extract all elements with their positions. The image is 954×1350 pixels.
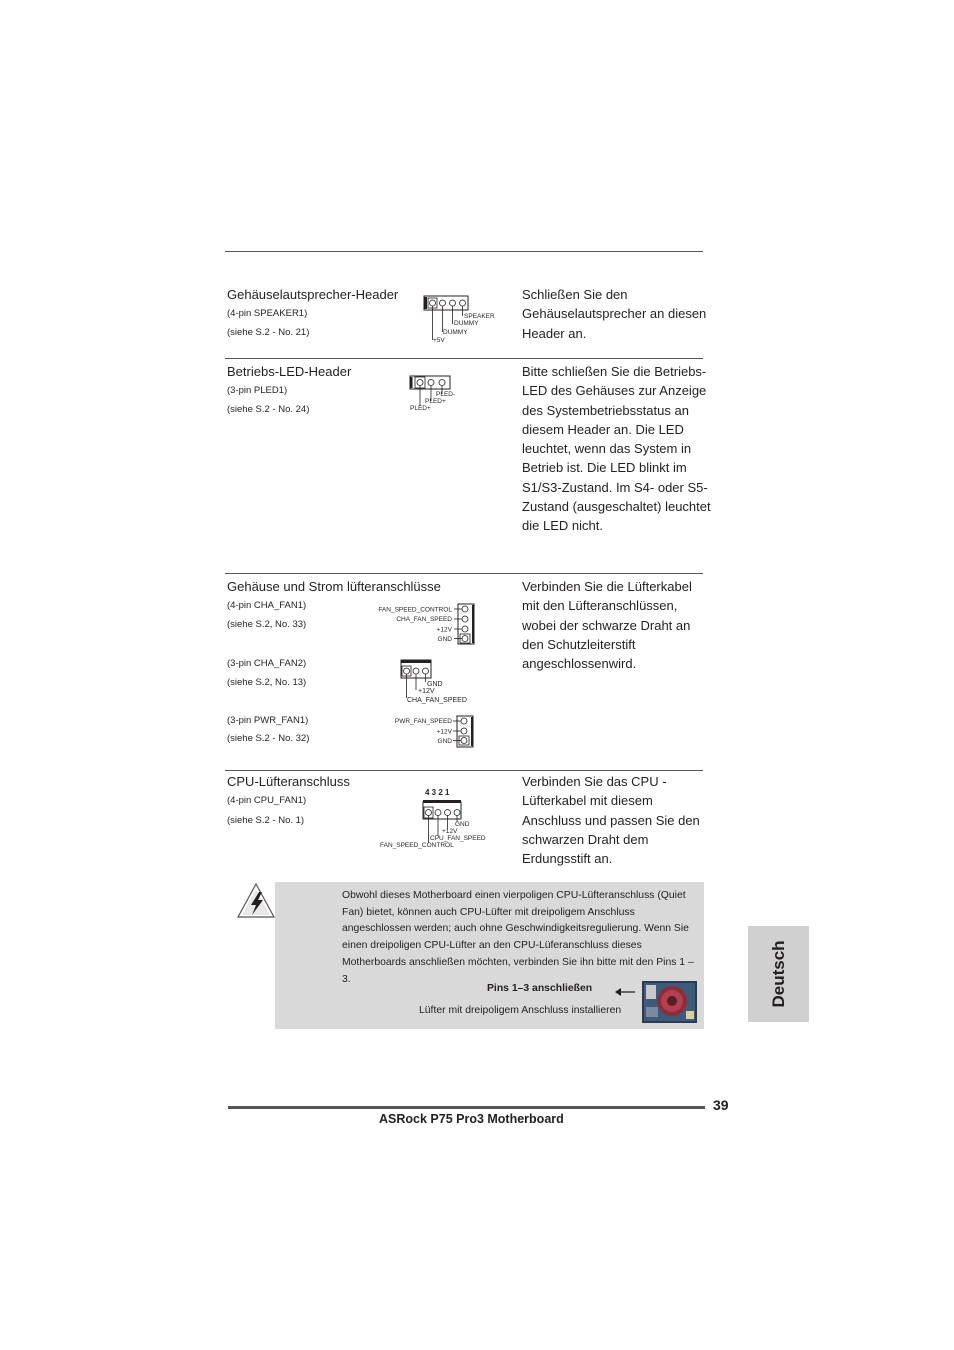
chassis-fan-description: Verbinden Sie die Lüfterkabel mit den Lüfteranschlüssen, wobei der schwarze Draht an den Schutzleiterstift angeschlossenwird. <box>522 579 692 672</box>
fan-install-label: Lüfter mit dreipoligem Anschluss installieren <box>419 1005 622 1016</box>
cpu-fan-pin-count: (4-pin CPU_FAN1) <box>227 795 307 806</box>
cpu-fan-diagram <box>378 786 498 854</box>
speaker-pin-count: (4-pin SPEAKER1) <box>227 308 308 319</box>
cha-fan2-pin-label: CHA_FAN_SPEED <box>407 697 467 704</box>
cha-fan2-diagram <box>398 658 478 708</box>
cha-fan2-pin-label: GND <box>427 681 443 688</box>
arrow-left-icon <box>614 986 636 998</box>
power-led-pin-label: PLED- <box>436 391 456 398</box>
speaker-description: Schließen Sie den Gehäuselautsprecher an diesen Header an. <box>522 287 707 341</box>
power-led-header-title: Betriebs-LED-Header <box>227 364 352 379</box>
cpu-fan-pin-label: CPU_FAN_SPEED <box>430 835 486 842</box>
cpu-fan-pin-numbers: 4 3 2 1 <box>425 788 450 797</box>
pwr-fan1-pin-count: (3-pin PWR_FAN1) <box>227 715 309 726</box>
note-text: Obwohl dieses Motherboard einen vierpoligen CPU-Lüfteranschluss (Quiet Fan) bietet, können auch CPU-Lüfter mit dreipoligem Anschluss angeschlossen werden; auch ohne Geschwindigkeitsregulierung. Wenn Sie einen dreipoligen CPU-Lüfter an den CPU-Lüferanschluss dieses Motherboards anschließen möchten, verbinden Sie ihn bitte mit den Pins 1 – 3. <box>342 890 694 985</box>
page-number: 39 <box>713 1097 729 1113</box>
warning-lightning-icon <box>236 882 276 920</box>
cha-fan1-diagram <box>360 602 480 646</box>
pins-connect-label: Pins 1–3 anschließen <box>487 983 593 994</box>
speaker-pin-label: SPEAKER <box>464 313 495 320</box>
cha-fan1-page-ref: (siehe S.2, No. 33) <box>227 619 307 630</box>
top-divider <box>225 251 703 252</box>
cpu-fan-title: CPU-Lüfteranschluss <box>227 774 350 789</box>
cha-fan1-pin-label: FAN_SPEED_CONTROL <box>378 606 452 614</box>
power-led-page-ref: (siehe S.2 - No. 24) <box>227 404 310 415</box>
cha-fan1-pin-label: +12V <box>436 626 452 634</box>
pwr-fan1-pin-label: GND <box>437 738 452 745</box>
cha-fan1-pin-label: GND <box>437 636 452 643</box>
speaker-header-title: Gehäuselautsprecher-Header <box>227 287 399 302</box>
power-led-pin-label: PLED+ <box>410 405 431 412</box>
section-divider <box>225 770 703 771</box>
cpu-fan-page-ref: (siehe S.2 - No. 1) <box>227 815 305 826</box>
power-led-pin-label: PLED+ <box>425 398 446 405</box>
cha-fan1-pin-count: (4-pin CHA_FAN1) <box>227 600 307 611</box>
pwr-fan1-pin-label: +12V <box>436 728 452 736</box>
fan-photo <box>642 981 697 1023</box>
power-led-pin-count: (3-pin PLED1) <box>227 385 288 396</box>
speaker-page-ref: (siehe S.2 - No. 21) <box>227 327 310 338</box>
footer-product: ASRock P75 Pro3 Motherboard <box>379 1112 564 1126</box>
footer-rule <box>228 1106 705 1109</box>
cha-fan2-page-ref: (siehe S.2, No. 13) <box>227 677 307 688</box>
cha-fan1-pin-label: CHA_FAN_SPEED <box>396 616 452 623</box>
speaker-pin-label: DUMMY <box>454 320 479 327</box>
speaker-pin-label: DUMMY <box>443 329 468 336</box>
cha-fan2-pin-count: (3-pin CHA_FAN2) <box>227 658 307 669</box>
language-tab-label: Deutsch <box>768 940 788 1008</box>
cpu-fan-pin-label: GND <box>455 821 470 828</box>
speaker-header-diagram <box>418 294 498 346</box>
section-divider <box>225 573 703 574</box>
pwr-fan1-page-ref: (siehe S.2 - No. 32) <box>227 733 310 744</box>
cpu-fan-description: Verbinden Sie das CPU - Lüfterkabel mit diesem Anschluss und passen Sie den schwarzen Draht dem Erdungsstift an. <box>522 774 700 867</box>
pwr-fan1-diagram <box>385 714 480 750</box>
cha-fan2-pin-label: +12V <box>418 688 435 695</box>
section-divider <box>225 358 703 359</box>
pwr-fan1-pin-label: PWR_FAN_SPEED <box>394 718 452 725</box>
chassis-fan-title: Gehäuse und Strom lüfteranschlüsse <box>227 579 441 594</box>
power-led-header-diagram <box>406 374 466 414</box>
language-tab <box>748 926 809 1022</box>
cpu-fan-pin-label: FAN_SPEED_CONTROL <box>380 842 454 849</box>
power-led-description: Bitte schließen Sie die Betriebs-LED des Gehäuses zur Anzeige des Systembetriebsstatus an diesem Header an. Die LED leuchtet, wenn das System in Betrieb ist. Die LED blinkt im S1/S3-Zustand. Im S4- oder S5-Zustand (ausgeschaltet) leuchtet die LED nicht. <box>522 364 711 534</box>
speaker-pin-label: +5V <box>433 337 445 344</box>
cpu-fan-pin-label: +12V <box>442 828 458 835</box>
